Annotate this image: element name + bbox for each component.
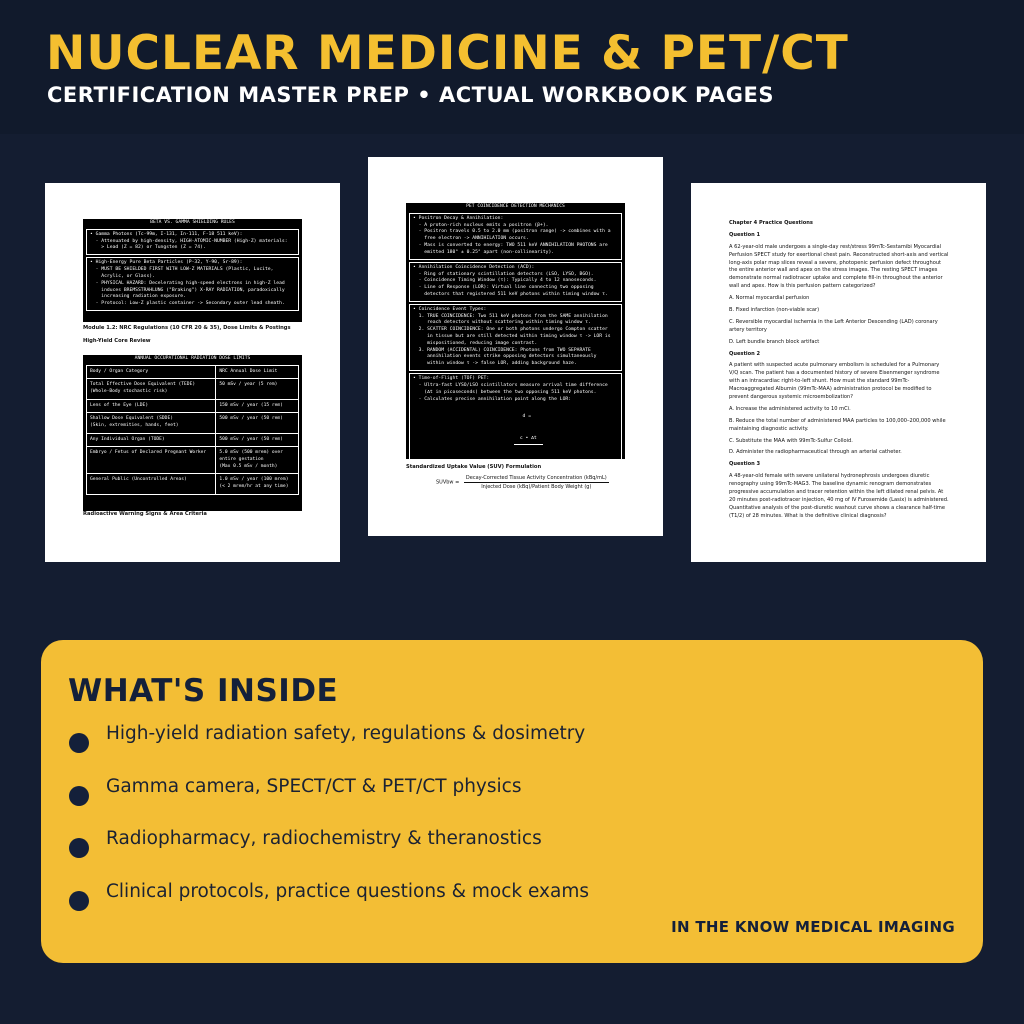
text-line: (Δt in picoseconds) between the two opposing 511 keV photons.	[413, 389, 597, 395]
table-row	[87, 447, 299, 474]
suv-denominator: Injected Dose (kBq)/Patient Body Weight (g)	[481, 484, 592, 490]
text-line: - Ultra-fast LYSO/LSO scintillators measure arrival time difference	[413, 382, 608, 388]
core-review-caption: High-Yield Core Review	[83, 338, 151, 344]
practice-questions	[729, 220, 949, 525]
shielding-rules-box	[83, 219, 302, 322]
text-line: - Line of Response (LOR): Virtual line connecting two opposing	[413, 285, 594, 291]
answer-option: B. Fixed infarction (non-viable scar)	[729, 307, 820, 314]
question-label: Question 1	[729, 231, 761, 238]
text-line: - Positron travels 0.5 to 2.0 mm (positron range) -> combines with a	[413, 229, 611, 235]
list-item-text: Radiopharmacy, radiochemistry & theranostics	[106, 828, 542, 849]
text-line: within window τ -> false LOR, adding background haze.	[413, 361, 577, 367]
bullet-dot-icon	[69, 838, 89, 858]
text-line: - Attenuated by high-density, HIGH-ATOMIC-NUMBER (High-Z) materials:	[90, 238, 288, 244]
answer-option: D. Administer the radiopharmaceutical through an arterial catheter.	[729, 449, 902, 456]
bullet-dot-icon	[69, 786, 89, 806]
positron-section	[409, 213, 622, 260]
workbook-page-practice-questions	[691, 183, 986, 562]
suv-caption: Standardized Uptake Value (SUV) Formulation	[406, 464, 542, 470]
text-line: • Gamma Photons (Tc-99m, I-131, In-111, F-18 511 keV):	[90, 231, 243, 237]
text-line: increasing radiation exposure.	[90, 294, 186, 300]
header-banner	[0, 0, 1024, 134]
table-cell: Shallow Dose Equivalent (SDDE) (Skin, extremities, hands, feet)	[87, 413, 216, 433]
list-item-text: Clinical protocols, practice questions & mock exams	[106, 881, 589, 902]
text-line: • High-Energy Pure Beta Particles (P-32, Y-90, Sr-89):	[90, 260, 243, 266]
text-line: free electron -> ANNIHILATION occurs.	[413, 236, 529, 242]
question-label: Question 3	[729, 461, 761, 468]
suv-numerator: Decay-Corrected Tissue Activity Concentration (kBq/mL)	[465, 475, 607, 481]
table-cell: 150 mSv / year (15 rem)	[216, 399, 299, 413]
table-row	[87, 433, 299, 447]
text-line: Acrylic, or Glass).	[90, 273, 155, 279]
table-cell: Embryo / Fetus of Declared Pregnant Worker	[87, 447, 216, 474]
table-row	[87, 474, 299, 494]
list-item-text: High-yield radiation safety, regulations & dosimetry	[106, 723, 586, 744]
text-line: - Calculates precise annihilation point along the LOR:	[413, 396, 572, 402]
page-subtitle: CERTIFICATION MASTER PREP • ACTUAL WORKBOOK PAGES	[47, 83, 774, 107]
table-cell: 500 mSv / year (50 rem)	[216, 413, 299, 433]
dose-limits-box	[83, 355, 302, 511]
table-cell: Any Individual Organ (TODE)	[87, 433, 216, 447]
suv-formula	[436, 475, 609, 490]
text-line: 3. RANDOM (ACCIDENTAL) COINCIDENCE: Photons from TWO SEPARATE	[413, 347, 591, 353]
bullet-dot-icon	[69, 733, 89, 753]
list-item-text: Gamma camera, SPECT/CT & PET/CT physics	[106, 776, 522, 797]
list-item	[68, 723, 948, 753]
pet-mechanics-title: PET COINCIDENCE DETECTION MECHANICS	[466, 204, 565, 209]
answer-option: C. Substitute the MAA with 99mTc-Sulfur Colloid.	[729, 437, 853, 444]
table-cell: NRC Annual Dose Limit	[216, 365, 299, 379]
table-cell: Total Effective Dose Equivalent (TEDE) (Whole-Body stochastic risk)	[87, 379, 216, 399]
acd-section	[409, 262, 622, 302]
text-line: 1. TRUE COINCIDENCE: Two 511 keV photons from the SAME annihilation	[413, 313, 608, 319]
table-row	[87, 379, 299, 399]
question-label: Question 2	[729, 350, 761, 357]
whats-inside-title: WHAT'S INSIDE	[68, 673, 339, 709]
shielding-rules-title: BETA VS. GAMMA SHIELDING RULES	[150, 220, 235, 225]
warning-signs-caption: Radioactive Warning Signs & Area Criteria	[83, 511, 207, 517]
module-caption: Module 1.2: NRC Regulations (10 CFR 20 & 35), Dose Limits & Postings	[83, 325, 291, 331]
chapter-heading: Chapter 4 Practice Questions	[729, 220, 813, 226]
text-line: 2. SCATTER COINCIDENCE: One or both photons undergo Compton scatter	[413, 327, 608, 333]
page-title: NUCLEAR MEDICINE & PET/CT	[46, 26, 849, 81]
text-line: annihilation events strike opposing detectors simultaneously	[413, 354, 597, 360]
answer-option: A. Normal myocardial perfusion	[729, 295, 810, 302]
dose-limits-table	[86, 365, 299, 495]
text-line: mispositioned, reducing image contrast.	[413, 340, 538, 346]
text-line: - Mass is converted to energy: TWO 511 keV ANNIHILATION PHOTONS are	[413, 243, 608, 249]
text-line: - Coincidence Timing Window (τ): Typically 4 to 12 nanoseconds.	[413, 278, 597, 284]
dose-limits-title: ANNUAL OCCUPATIONAL RADIATION DOSE LIMITS	[134, 356, 251, 361]
table-cell: 50 mSv / year (5 rem)	[216, 379, 299, 399]
text-line: - MUST BE SHIELDED FIRST WITH LOW-Z MATERIALS (Plastic, Lucite,	[90, 267, 274, 273]
table-row	[87, 413, 299, 433]
whats-inside-panel	[41, 640, 983, 963]
answer-option: D. Left bundle branch block artifact	[729, 338, 820, 345]
list-item	[68, 828, 948, 858]
text-line: in tissue but are still detected within timing window τ -> LOR is	[413, 334, 611, 339]
answer-option: C. Reversible myocardial ischemia in the Left Anterior Descending (LAD) coronary artery territory	[729, 318, 938, 333]
text-line: - A proton-rich nucleus emits a positron (β+).	[413, 222, 549, 228]
table-cell: 1.0 mSv / year (100 mrem) (< 2 mrem/hr at any time)	[216, 474, 299, 494]
text-line: • Positron Decay & Annihilation:	[413, 215, 504, 221]
coincidence-types-section	[409, 304, 622, 371]
text-line: • Time-of-Flight (TOF) PET:	[413, 376, 490, 382]
workbook-page-pet-physics	[368, 157, 663, 536]
bullet-dot-icon	[69, 891, 89, 911]
question-text: A 48-year-old female with severe unilateral hydronephrosis undergoes diuretic renography using 99mTc-MAG3. The baseline dynamic renogram demonstrates progressive accumulation and tracer retention within the left dilated renal pelvis. At 20 minutes post-radiotracer injection, 40 mg of IV Furosemide (Lasix) is administered. Quantitative analysis of the post-diuretic washout curve shows a clearance half-time (T1/2) of 28 minutes. What is the definitive clinical diagnosis?	[729, 473, 949, 519]
text-line: - Drastically increases Signal-to-Noise Ratio (SNR) in large habitus.	[413, 491, 614, 497]
table-cell: Lens of the Eye (LDE)	[87, 399, 216, 413]
text-line: - Protocol: Low-Z plastic container -> Secondary outer lead sheath.	[90, 301, 285, 307]
text-line: • Coincidence Event Types:	[413, 306, 487, 312]
text-line: - Ring of stationary scintillation detectors (LSO, LYSO, BGO).	[413, 271, 594, 277]
text-line: - PHYSICAL HAZARD: Decelerating high-speed electrons in high-Z lead	[90, 280, 285, 286]
question-text: A 62-year-old male undergoes a single-day rest/stress 99mTc-Sestamibi Myocardial Perfusion SPECT study for exertional chest pain. Reconstructed short-axis and vertical long-axis polar map slices reveal a severe, photopenic perfusion defect throughout the entire anterior wall and apex on the stress images. The resting SPECT images demonstrate normal radiotracer uptake and complete fill-in throughout the anterior wall and apex. How is this perfusion pattern categorized?	[729, 243, 949, 290]
table-row	[87, 365, 299, 379]
question-text: A patient with suspected acute pulmonary embolism is scheduled for a Pulmonary V/Q scan. The patient has a documented history of severe Eisenmenger syndrome with an intracardiac right-to-left shunt. How must the standard 99mTc-Macroaggregated Albumin (99mTc-MAA) administration protocol be modified to prevent dangerous systemic microembolization?	[729, 362, 940, 401]
list-item	[68, 881, 948, 911]
beta-section	[86, 257, 299, 311]
text-line: • Annihilation Coincidence Detection (ACD):	[413, 264, 535, 270]
tof-denominator: 2	[526, 459, 530, 465]
gamma-section	[86, 229, 299, 255]
text-line: reach detectors without scattering within timing window τ.	[413, 320, 591, 326]
text-line: > Lead (Z = 82) or Tungsten (Z = 74).	[90, 245, 206, 251]
answer-option: B. Reduce the total number of administered MAA particles to 100,000–200,000 while maintaining diagnostic activity.	[729, 417, 946, 432]
text-line: emitted 180° ± 0.25° apart (non-collinearity).	[413, 249, 555, 255]
table-cell: 5.0 mSv (500 mrem) over entire gestation (Max 0.5 mSv / month)	[216, 447, 299, 474]
list-item	[68, 776, 948, 806]
tof-lhs: d =	[522, 414, 532, 420]
brand-name: IN THE KNOW MEDICAL IMAGING	[671, 918, 955, 936]
text-line: induces BREMSSTRAHLUNG ("Braking") X-RAY RADIATION, paradoxically	[90, 287, 285, 293]
table-cell: General Public (Uncontrolled Areas)	[87, 474, 216, 494]
table-row	[87, 399, 299, 413]
suv-lhs: SUVbw =	[436, 479, 460, 486]
text-line: detectors that registered 511 keV photons within timing window τ.	[413, 291, 608, 297]
table-cell: 500 mSv / year (50 rem)	[216, 433, 299, 447]
answer-option: A. Increase the administered activity to 10 mCi.	[729, 405, 851, 412]
workbook-page-shielding	[45, 183, 340, 562]
tof-numerator: c • Δt	[514, 436, 543, 445]
table-cell: Body / Organ Category	[87, 365, 216, 379]
